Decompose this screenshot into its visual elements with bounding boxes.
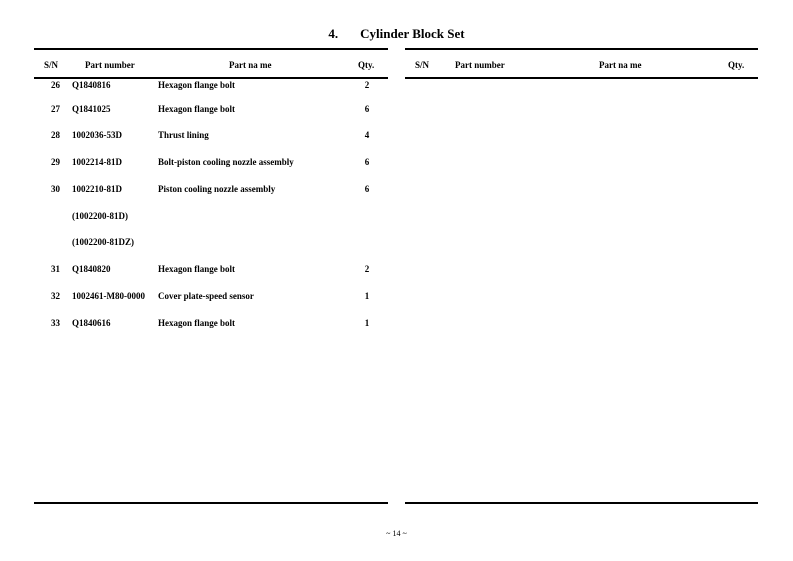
row-sn: 29 (51, 157, 60, 167)
left-bottom-rule (34, 502, 388, 504)
row-part-number: Q1840820 (72, 264, 111, 274)
row-part-name: Thrust lining (158, 130, 209, 140)
row-part-number: Q1840616 (72, 318, 111, 328)
row-sn: 32 (51, 291, 60, 301)
header-part-number: Part number (85, 60, 135, 70)
row-part-number: (1002200-81D) (72, 211, 128, 221)
right-bottom-rule (405, 502, 758, 504)
row-qty: 2 (364, 80, 370, 90)
row-sn: 30 (51, 184, 60, 194)
row-qty: 6 (364, 184, 370, 194)
row-part-number: 1002036-53D (72, 130, 122, 140)
header-qty: Qty. (358, 60, 375, 70)
row-part-name: Piston cooling nozzle assembly (158, 184, 276, 194)
row-part-number: 1002461-M80-0000 (72, 291, 145, 301)
row-sn: 28 (51, 130, 60, 140)
row-part-number: Q1841025 (72, 104, 111, 114)
row-qty: 6 (364, 157, 370, 167)
header-sn: S/N (44, 60, 59, 70)
table-header (405, 50, 758, 79)
row-part-name: Bolt-piston cooling nozzle assembly (158, 157, 294, 167)
row-part-number: Q1840816 (72, 80, 111, 90)
header-part-number: Part number (455, 60, 505, 70)
section-title: Cylinder Block Set (360, 26, 465, 41)
row-qty: 1 (364, 318, 370, 328)
table-header (34, 50, 388, 79)
row-sn: 33 (51, 318, 60, 328)
row-part-name: Hexagon flange bolt (158, 104, 236, 114)
row-sn: 31 (51, 264, 60, 274)
header-qty: Qty. (728, 60, 745, 70)
parts-table-right (405, 48, 758, 79)
row-qty: 4 (364, 130, 370, 140)
row-part-name: Hexagon flange bolt (158, 318, 236, 328)
row-part-number: 1002214-81D (72, 157, 122, 167)
row-sn: 26 (51, 80, 60, 90)
row-part-number: (1002200-81DZ) (72, 237, 134, 247)
header-part-name: Part na me (229, 60, 272, 70)
row-qty: 1 (364, 291, 370, 301)
header-part-name: Part na me (599, 60, 642, 70)
section-number: 4. (328, 26, 339, 41)
parts-table-left (34, 48, 388, 328)
row-part-number: 1002210-81D (72, 184, 122, 194)
header-sn: S/N (415, 60, 430, 70)
page-title (0, 26, 793, 42)
row-sn: 27 (51, 104, 60, 114)
row-part-name: Cover plate-speed sensor (158, 291, 254, 301)
row-qty: 2 (364, 264, 370, 274)
row-part-name: Hexagon flange bolt (158, 264, 236, 274)
row-qty: 6 (364, 104, 370, 114)
page-number: ~ 14 ~ (386, 529, 407, 538)
row-part-name: Hexagon flange bolt (158, 80, 236, 90)
